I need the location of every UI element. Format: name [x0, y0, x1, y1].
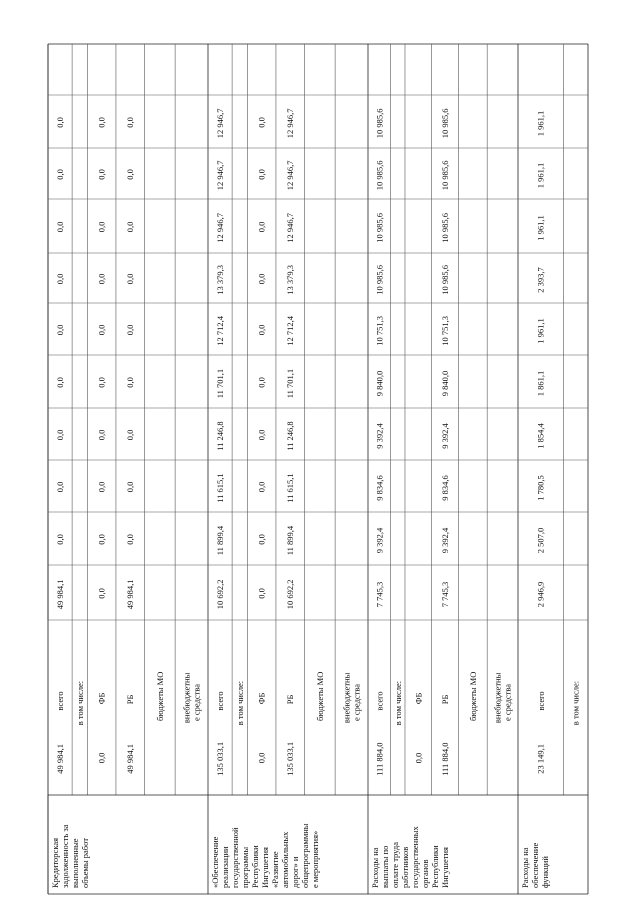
value-cell: 0,0 [96, 324, 107, 336]
row-label: внебюджетны [341, 672, 352, 724]
value-cell: 0,0 [125, 377, 136, 388]
row-label: всего [535, 691, 546, 711]
section-title-line: автомобильных [280, 831, 290, 888]
value-cell: 0,0 [55, 534, 66, 545]
value-cell: 11 899,4 [215, 525, 226, 556]
section-title-line: государственной [230, 827, 240, 888]
value-cell: 111 884,0 [440, 742, 451, 776]
row-label: всего [55, 691, 66, 711]
value-cell: 11 899,4 [285, 525, 296, 556]
value-cell: 49 984,1 [55, 579, 66, 610]
value-cell: 9 834,6 [440, 475, 451, 501]
row-label: всего [374, 691, 385, 711]
value-cell: 10 751,3 [440, 316, 451, 346]
value-cell: 12 946,7 [215, 160, 226, 191]
value-cell: 135 033,1 [285, 741, 296, 776]
value-cell: 2 393,7 [535, 267, 546, 293]
section-title-line: Республики [430, 845, 440, 888]
section-title-line: реализации [220, 846, 230, 888]
row-label: внебюджетны [181, 672, 192, 724]
row-label: в том числе: [234, 680, 245, 726]
value-cell: 0,0 [55, 324, 66, 336]
value-cell: 10 985,6 [440, 213, 451, 243]
row-label: в том числе: [74, 680, 85, 726]
value-cell: 11 246,8 [215, 421, 226, 451]
section-title-line: обеспечение [530, 842, 540, 888]
section-title-line: Ингушетия [260, 847, 270, 888]
value-cell: 0,0 [256, 221, 267, 233]
value-cell: 1 961,1 [535, 162, 546, 189]
section-title-line: Расходы на [370, 847, 380, 888]
value-cell: 10 692,2 [215, 579, 226, 610]
value-cell: 49 984,1 [55, 744, 66, 774]
row-label: бюджеты МО [467, 671, 478, 721]
section-title-line: оплате труда [390, 842, 400, 888]
value-cell: 0,0 [125, 481, 136, 493]
value-cell: 10 985,6 [374, 160, 385, 191]
value-cell: 0,0 [256, 752, 267, 764]
section-title-line: Расходы на [520, 847, 530, 888]
section-title-line: Кредиторская [50, 837, 60, 888]
value-cell: 0,0 [55, 169, 66, 180]
section-title-line: задолженность за [60, 824, 70, 888]
value-cell: 0,0 [413, 752, 424, 764]
value-cell: 12 712,4 [215, 316, 226, 346]
value-cell: 0,0 [96, 534, 107, 545]
value-cell: 10 692,2 [285, 579, 296, 610]
value-cell: 10 985,6 [440, 108, 451, 139]
value-cell: 9 840,0 [440, 370, 451, 397]
value-cell: 9 392,4 [374, 527, 385, 554]
value-cell: 13 379,3 [285, 265, 296, 295]
row-label: РБ [125, 694, 136, 705]
value-cell: 12 946,7 [285, 108, 296, 139]
value-cell: 135 033,1 [215, 741, 226, 776]
value-cell: 10 985,6 [374, 265, 385, 295]
section-title-line: «Обеспечение [210, 836, 220, 888]
section-title-line: объемы работ [80, 838, 90, 888]
value-cell: 0,0 [125, 117, 136, 128]
value-cell: 0,0 [55, 273, 66, 285]
value-cell: 0,0 [256, 429, 267, 441]
value-cell: 0,0 [125, 324, 136, 336]
value-cell: 1 961,1 [535, 215, 546, 241]
value-cell: 0,0 [96, 117, 107, 128]
value-cell: 7 745,3 [374, 581, 385, 608]
row-label: е средства [351, 683, 362, 721]
value-cell: 0,0 [96, 588, 107, 599]
row-label: внебюджетны [492, 672, 503, 724]
value-cell: 1 861,1 [535, 370, 546, 397]
row-label: всего [215, 691, 226, 711]
value-cell: 11 615,1 [215, 473, 226, 503]
value-cell: 2 946,9 [535, 581, 546, 608]
value-cell: 10 751,3 [374, 316, 385, 346]
row-label: ФБ [96, 692, 107, 705]
value-cell: 11 701,1 [215, 368, 226, 399]
section-title-line: функций [540, 856, 550, 888]
row-label: е средства [502, 683, 513, 721]
value-cell: 0,0 [256, 324, 267, 336]
value-cell: 1 961,1 [535, 318, 546, 344]
section-title-line: государственных [410, 826, 420, 888]
value-cell: 10 985,6 [440, 265, 451, 295]
row-label: РБ [440, 694, 451, 705]
value-cell: 0,0 [96, 377, 107, 388]
section-title-line: Ингушетия [440, 847, 450, 888]
value-cell: 0,0 [256, 117, 267, 128]
value-cell: 10 985,6 [440, 160, 451, 191]
row-label: ФБ [256, 692, 267, 705]
value-cell: 0,0 [256, 588, 267, 599]
table-text [50, 109, 581, 888]
value-cell: 11 246,8 [285, 421, 296, 451]
value-cell: 23 149,1 [535, 744, 546, 774]
value-cell: 0,0 [55, 481, 66, 493]
value-cell: 0,0 [55, 429, 66, 441]
section-title-line: выплаты по [380, 845, 390, 888]
value-cell: 0,0 [125, 534, 136, 545]
section-title-line: органов [420, 859, 430, 888]
value-cell: 0,0 [256, 273, 267, 285]
value-cell: 12 946,7 [215, 108, 226, 139]
row-label: е средства [191, 683, 202, 721]
value-cell: 0,0 [55, 377, 66, 388]
value-cell: 12 946,7 [215, 213, 226, 243]
value-cell: 11 701,1 [285, 368, 296, 399]
value-cell: 0,0 [96, 429, 107, 441]
section-title-line: общепрограммны [300, 823, 310, 888]
section-title-line: «Развитие [270, 851, 280, 888]
value-cell: 0,0 [256, 169, 267, 180]
value-cell: 0,0 [96, 273, 107, 285]
value-cell: 111 884,0 [374, 742, 385, 776]
value-cell: 12 946,7 [285, 213, 296, 243]
value-cell: 0,0 [125, 221, 136, 233]
value-cell: 12 712,4 [285, 316, 296, 346]
value-cell: 0,0 [96, 481, 107, 493]
row-label: РБ [285, 694, 296, 705]
value-cell: 0,0 [55, 117, 66, 128]
section-title-line: выполненные [70, 838, 80, 888]
value-cell: 0,0 [256, 481, 267, 493]
value-cell: 0,0 [256, 534, 267, 545]
value-cell: 7 745,3 [440, 581, 451, 608]
value-cell: 9 392,4 [374, 423, 385, 449]
value-cell: 49 984,1 [125, 744, 136, 774]
value-cell: 1 961,1 [535, 110, 546, 137]
value-cell: 9 840,0 [374, 370, 385, 397]
section-title-line: е мероприятия» [310, 830, 320, 888]
section-title-line: Республики [250, 845, 260, 888]
value-cell: 0,0 [96, 169, 107, 180]
value-cell: 9 834,6 [374, 475, 385, 501]
row-label: ФБ [413, 692, 424, 705]
value-cell: 0,0 [96, 752, 107, 764]
value-cell: 0,0 [55, 221, 66, 233]
value-cell: 1 780,5 [535, 475, 546, 501]
value-cell: 12 946,7 [285, 160, 296, 191]
value-cell: 10 985,6 [374, 108, 385, 139]
row-label: бюджеты МО [154, 671, 165, 721]
value-cell: 0,0 [256, 377, 267, 388]
value-cell: 13 379,3 [215, 265, 226, 295]
value-cell: 1 854,4 [535, 423, 546, 449]
value-cell: 9 392,4 [440, 527, 451, 554]
section-title-line: программы [240, 846, 250, 888]
value-cell: 0,0 [125, 169, 136, 180]
row-label: в том числе: [392, 680, 403, 726]
value-cell: 10 985,6 [374, 213, 385, 243]
row-label: в том числе: [570, 680, 581, 726]
row-label: бюджеты МО [314, 671, 325, 721]
value-cell: 0,0 [125, 273, 136, 285]
value-cell: 0,0 [125, 429, 136, 441]
value-cell: 2 507,0 [535, 527, 546, 554]
value-cell: 49 984,1 [125, 579, 136, 610]
value-cell: 0,0 [96, 221, 107, 233]
section-title-line: дорог» и [290, 856, 300, 888]
value-cell: 11 615,1 [285, 473, 296, 503]
section-title-line: работников [400, 846, 410, 888]
value-cell: 9 392,4 [440, 423, 451, 449]
